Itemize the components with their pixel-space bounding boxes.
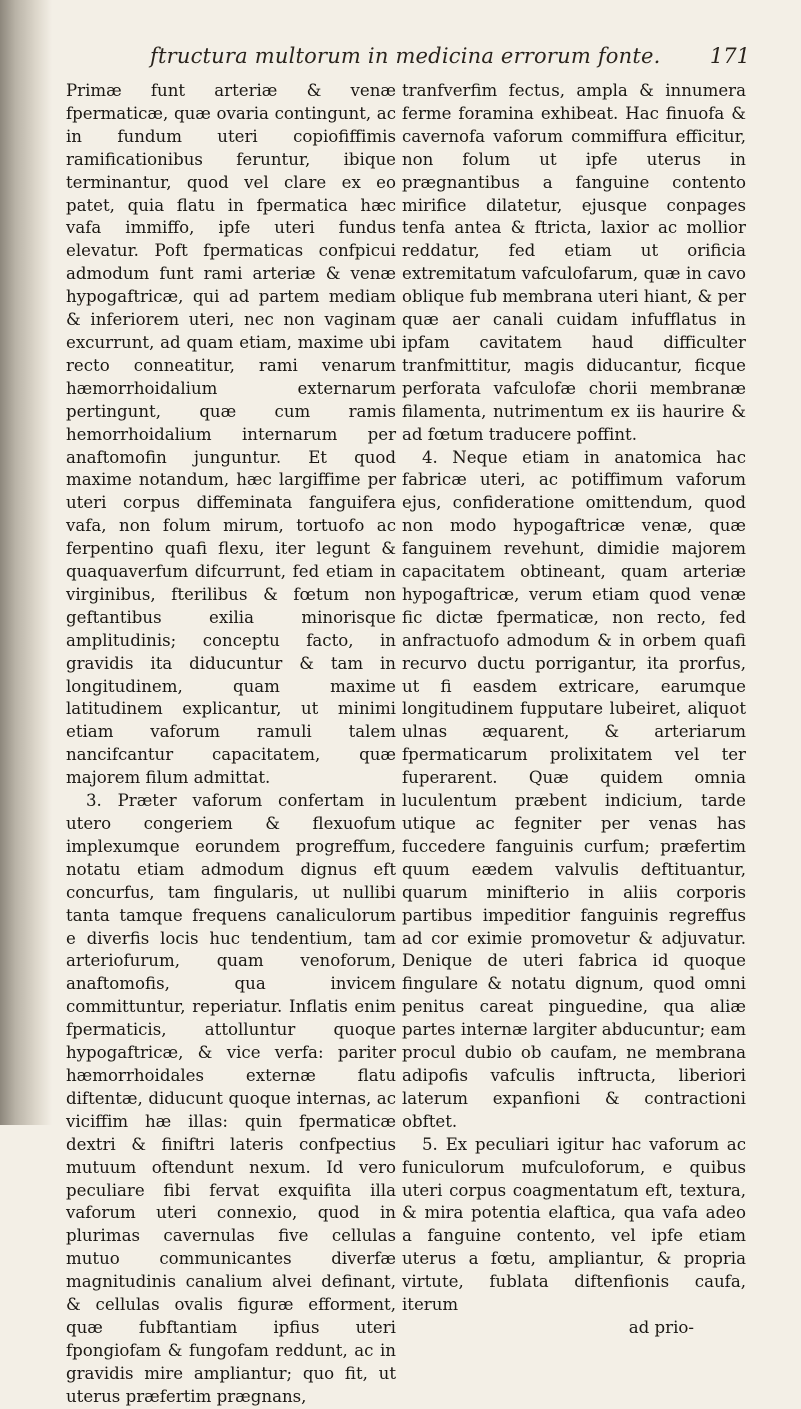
running-title: ftructura multorum in medicina errorum fonte.	[150, 44, 661, 68]
left-column	[66, 80, 396, 1409]
paragraph: 3. Præter vaforum confertam in utero congeriem & flexuofum implexumque eorundem progreffum, notatu etiam admodum dignus eft concurfus, tam fingularis, ut nullibi tanta tamque frequens canaliculorum e diverfis locis huc tendentium, tam arteriofurum, quam venoforum, anaftomofis, qua invicem committuntur, reperiatur. Inflatis enim fpermaticis, attolluntur quoque hypogaftricæ, & vice verfa: pariter hæmorrhoidales externæ flatu diftentæ, diducunt quoque internas, ac viciffim hæ illas: quin fpermaticæ dextri & finiftri lateris confpectius mutuum oftendunt nexum. Id vero peculiare fibi fervat exquifita illa vaforum uteri connexio, quod in plurimas cavernulas five cellulas mutuo communicantes diverfæ magnitudinis canalium alvei definant, & cellulas ovalis figuræ efforment, quæ fubftantiam ipfius uteri fpongiofam & fungofam reddunt, ac in gravidis mire ampliantur; quo fit, ut uterus præfertim prægnans,	[66, 791, 396, 1406]
paragraph: Primæ funt arteriæ & venæ fpermaticæ, quæ ovaria contingunt, ac in fundum uteri copiofiffimis ramificationibus feruntur, ibique terminantur, quod vel clare ex eo patet, quia flatu in fpermatica hæc vafa immiffo, ipfe uteri fundus elevatur. Poft fpermaticas confpicui admodum funt rami arteriæ & venæ hypogaftricæ, qui ad partem mediam & inferiorem uteri, nec non vaginam excurrunt, ad quam etiam, maxime ubi recto conneatitur, rami venarum hæmorrhoidalium externarum pertingunt, quæ cum ramis hemorrhoidalium internarum per anaftomofin junguntur. Et quod maxime notandum, hæc largiffime per uteri corpus diffeminata fanguifera vafa, non folum mirum, tortuofo ac ferpentino quafi flexu, iter legunt & quaquaverfum difcurrunt, fed etiam in virginibus, fterilibus & fœtum non geftantibus exilia minorisque amplitudinis; conceptu facto, in gravidis ita diducuntur & tam in longitudinem, quam maxime latitudinem explicantur, ut minimi etiam vaforum ramuli talem nancifcantur capacitatem, quæ majorem filum admittat.	[66, 81, 396, 788]
binding-gutter	[0, 0, 52, 1125]
page-header	[150, 44, 750, 84]
catchword: ad prio-	[628, 1317, 694, 1337]
paragraph: 4. Neque etiam in anatomica hac fabricæ uteri, ac potiffimum vaforum ejus, confideratione omittendum, quod non modo hypogaftricæ venæ, quæ fanguinem revehunt, dimidie majorem capacitatem obtineant, quam arteriæ hypogaftricæ, verum etiam quod venæ fic dictæ fpermaticæ, non recto, fed anfractuofo admodum & in orbem quafi recurvo ductu porrigantur, ita prorfus, ut fi easdem extricare, earumque longitudinem fupputare lubeiret, aliquot ulnas æquarent, & arteriarum fpermaticarum prolixitatem vel ter fuperarent. Quæ quidem omnia luculentum præbent indicium, tarde utique ac fegniter per venas has fuccedere fanguinis curfum; præfertim quum eædem valvulis deftituantur, quarum minifterio in aliis corporis partibus impeditior fanguinis regreffus ad cor eximie promovetur & adjuvatur. Denique de uteri fabrica id quoque fingulare & notatu dignum, quod omni penitus careat pinguedine, qua aliæ partes internæ largiter abducuntur; eam procul dubio ob caufam, ne membrana adipofis vafculis inftructa, liberiori laterum expanfioni & contractioni obftet.	[402, 447, 746, 1131]
paragraph: tranfverfim fectus, ampla & innumera ferme foramina exhibeat. Hac finuofa & cavernofa vaforum commiffura efficitur, non folum ut ipfe uterus in prægnantibus a fanguine contento mirifice dilatetur, ejusque conpages tenfa antea & ftricta, laxior ac mollior reddatur, fed etiam ut orificia extremitatum vafculofarum, quæ in cavo oblique fub membrana uteri hiant, & per quæ aer canali cuidam infufflatus in ipfam cavitatem haud difficulter tranfmittitur, magis diducantur, ficque perforata vafculofæ chorii membranæ filamenta, nutrimentum ex iis haurire & ad fœtum traducere poffint.	[402, 81, 746, 444]
page-number: 171	[709, 44, 750, 68]
right-column	[402, 80, 746, 1340]
paragraph: 5. Ex peculiari igitur hac vaforum ac funiculorum mufculoforum, e quibus uteri corpus coagmentatum eft, textura, & mira potentia elaftica, qua vafa adeo a fanguine contento, vel ipfe etiam uterus a fœtu, ampliantur, & propria virtute, fublata diftenfionis caufa, iterum	[402, 1134, 746, 1315]
